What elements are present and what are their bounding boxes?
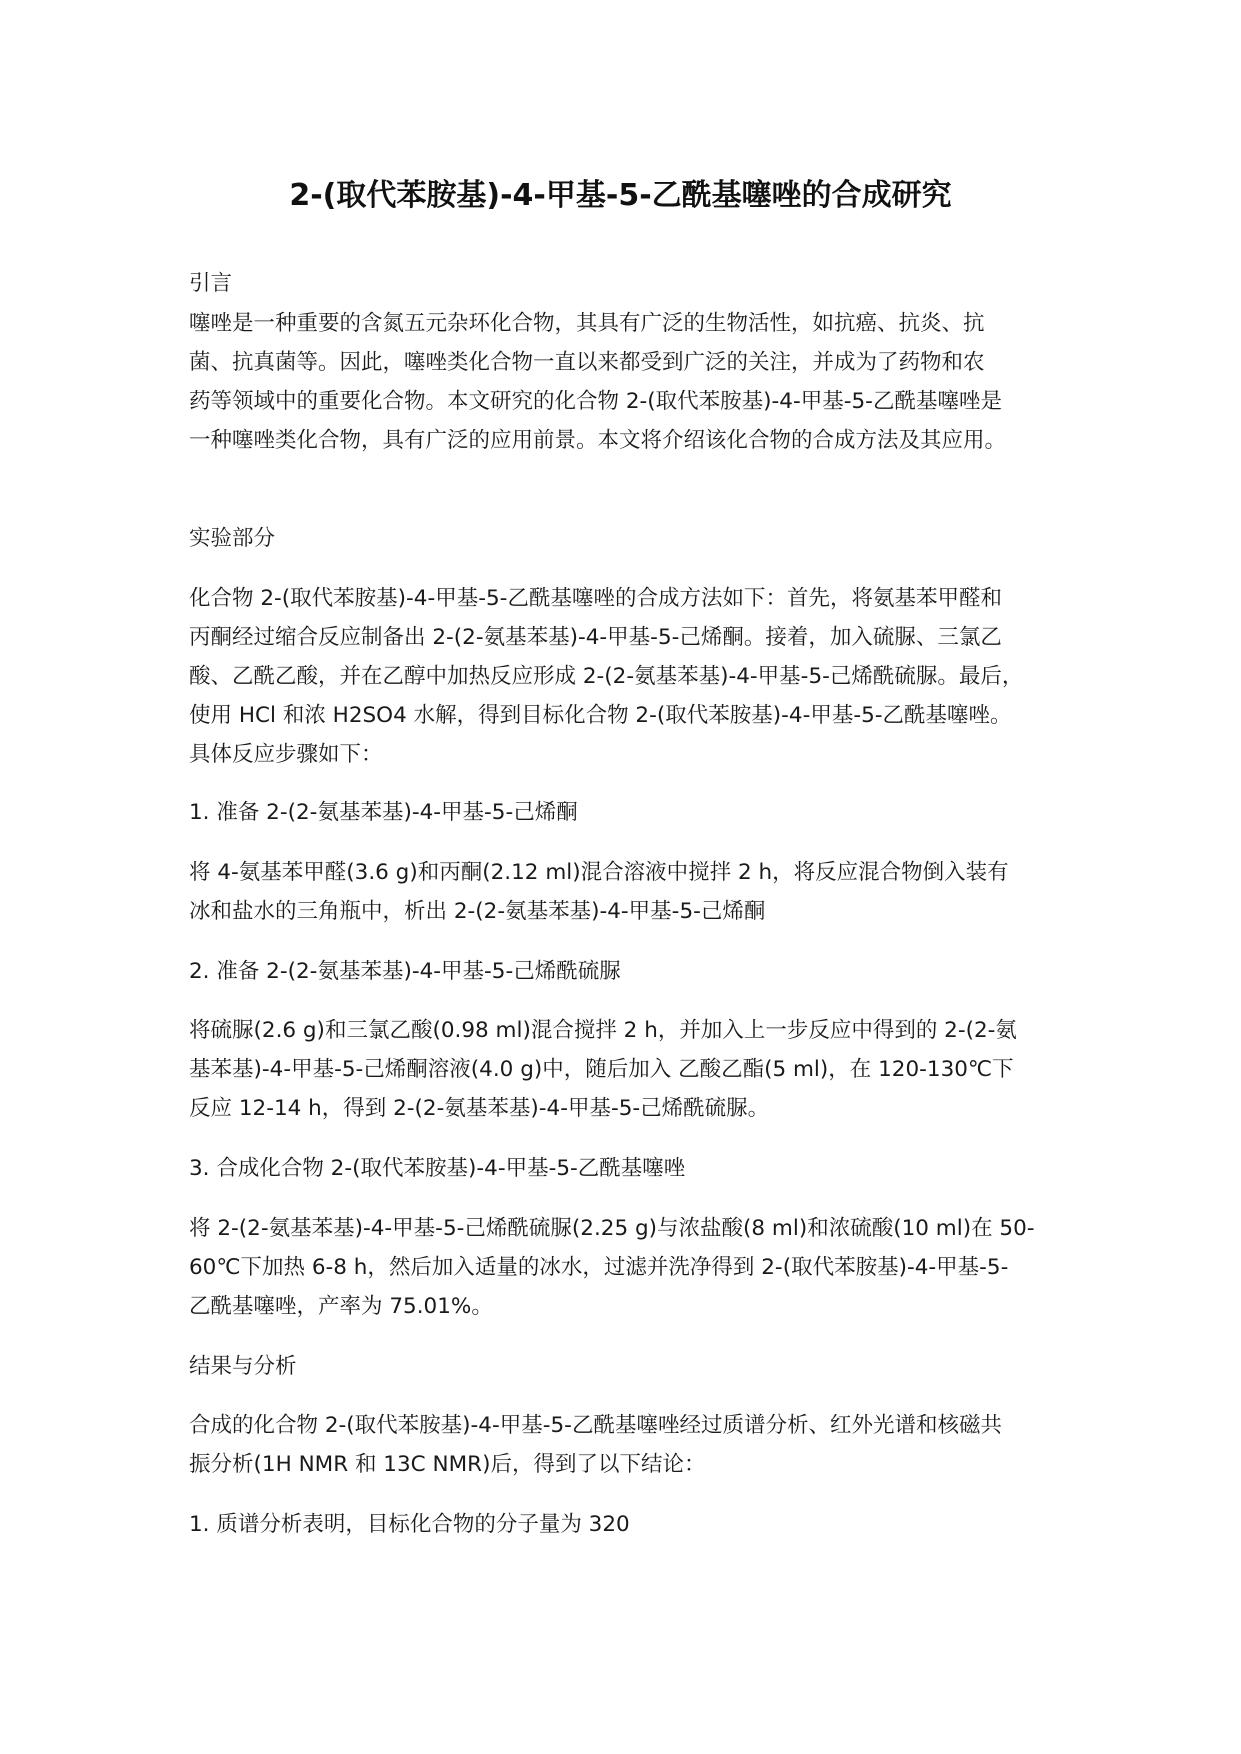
text-line: 将 2-(2-氨基苯基)-4-甲基-5-己烯酰硫脲(2.25 g)与浓盐酸(8 ml)和浓硫酸(10 ml)在 50- — [189, 1216, 1035, 1241]
step-heading-3 — [189, 1149, 1089, 1188]
text-line: 振分析(1H NMR 和 13C NMR)后，得到了以下结论： — [189, 1452, 706, 1477]
text-line: 实验部分 — [189, 526, 276, 551]
text-line: 酸、乙酰乙酸，并在乙醇中加热反应形成 2-(2-氨基苯基)-4-甲基-5-己烯酰硫脲。最后， — [189, 664, 1024, 689]
step-heading-1 — [189, 793, 1089, 832]
section-heading-experimental — [189, 519, 1089, 558]
text-line: 菌、抗真菌等。因此，噻唑类化合物一直以来都受到广泛的关注，并成为了药物和农 — [189, 350, 985, 375]
text-line: 一种噻唑类化合物，具有广泛的应用前景。本文将介绍该化合物的合成方法及其应用。 — [189, 428, 1007, 453]
text-line: 使用 HCl 和浓 H2SO4 水解，得到目标化合物 2-(取代苯胺基)-4-甲基-5-乙酰基噻唑。 — [189, 703, 1012, 728]
text-line: 具体反应步骤如下： — [189, 742, 383, 767]
text-line: 3. 合成化合物 2-(取代苯胺基)-4-甲基-5-乙酰基噻唑 — [189, 1156, 686, 1181]
text-line: 噻唑是一种重要的含氮五元杂环化合物，其具有广泛的生物活性，如抗癌、抗炎、抗 — [189, 311, 985, 336]
paragraph-step-3 — [189, 1209, 1089, 1326]
text-line: 60℃下加热 6-8 h，然后加入适量的冰水，过滤并洗净得到 2-(取代苯胺基)-4-甲基-5- — [189, 1255, 1009, 1280]
text-line: 将 4-氨基苯甲醛(3.6 g)和丙酮(2.12 ml)混合溶液中搅拌 2 h，将反应混合物倒入装有 — [189, 860, 1009, 885]
paragraph-results — [189, 1406, 1089, 1484]
text-line: 反应 12-14 h，得到 2-(2-氨基苯基)-4-甲基-5-己烯酰硫脲。 — [189, 1096, 770, 1121]
text-line: 1. 质谱分析表明，目标化合物的分子量为 320 — [189, 1512, 630, 1537]
document-title: 2-(取代苯胺基)-4-甲基-5-乙酰基噻唑的合成研究 — [289, 178, 952, 213]
text-line: 药等领域中的重要化合物。本文研究的化合物 2-(取代苯胺基)-4-甲基-5-乙酰基噻唑是 — [189, 389, 1002, 414]
text-line: 丙酮经过缩合反应制备出 2-(2-氨基苯基)-4-甲基-5-己烯酮。接着，加入硫脲、三氯乙 — [189, 625, 1002, 650]
section-heading-results — [189, 1347, 1089, 1386]
paragraph-step-1 — [189, 853, 1089, 931]
text-line: 合成的化合物 2-(取代苯胺基)-4-甲基-5-乙酰基噻唑经过质谱分析、红外光谱和核磁共 — [189, 1413, 1002, 1438]
text-line: 1. 准备 2-(2-氨基苯基)-4-甲基-5-己烯酮 — [189, 800, 578, 825]
paragraph-step-2 — [189, 1011, 1089, 1128]
text-line: 化合物 2-(取代苯胺基)-4-甲基-5-乙酰基噻唑的合成方法如下：首先，将氨基苯甲醛和 — [189, 586, 1002, 611]
text-line: 结果与分析 — [189, 1354, 297, 1379]
text-line: 将硫脲(2.6 g)和三氯乙酸(0.98 ml)混合搅拌 2 h，并加入上一步反应中得到的 2-(2-氨 — [189, 1018, 1017, 1043]
text-line: 2. 准备 2-(2-氨基苯基)-4-甲基-5-己烯酰硫脲 — [189, 959, 621, 984]
text-line: 冰和盐水的三角瓶中，析出 2-(2-氨基苯基)-4-甲基-5-己烯酮 — [189, 899, 766, 924]
text-line: 乙酰基噻唑，产率为 75.01%。 — [189, 1294, 493, 1319]
paragraph-introduction — [189, 304, 1089, 460]
section-heading-introduction — [189, 264, 1089, 303]
paragraph-synthesis-method — [189, 579, 1089, 774]
text-line: 引言 — [189, 271, 233, 296]
text-line: 基苯基)-4-甲基-5-己烯酮溶液(4.0 g)中，随后加入 乙酸乙酯(5 ml)，在 120-130℃下 — [189, 1057, 1014, 1082]
result-item-1 — [189, 1505, 1089, 1544]
step-heading-2 — [189, 952, 1089, 991]
